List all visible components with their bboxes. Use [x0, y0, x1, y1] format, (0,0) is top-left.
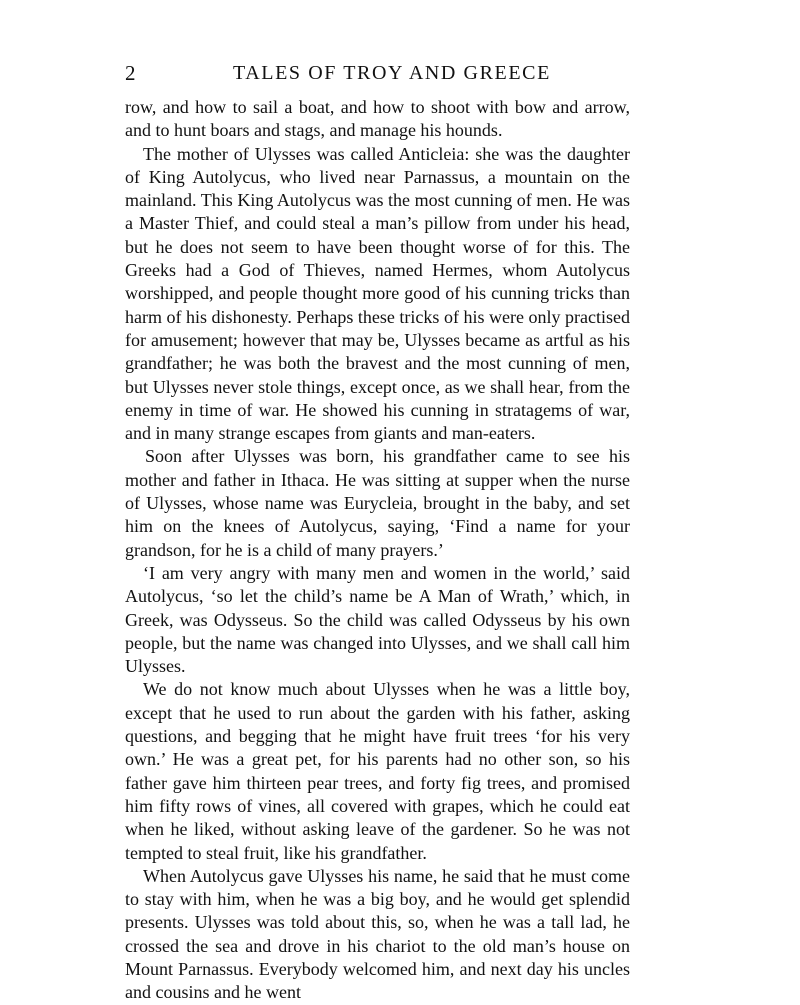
running-title: TALES OF TROY AND GREECE [233, 62, 551, 84]
body-text [125, 96, 630, 1005]
paragraph-birth: Soon after Ulysses was born, his grandfather came to see his mother and father in Ithaca. He was sitting at supper when the nurse of Ulysses, whose name was Eurycleia, brought in the baby, and set him on the knees of Autolycus, saying, ‘Find a name for your grandson, for he is a child of many prayers.’ [125, 446, 630, 560]
paragraph-continued: row, and how to sail a boat, and how to shoot with bow and arrow, and to hunt boars and stags, and manage his hounds. [125, 97, 630, 141]
paragraph-childhood: We do not know much about Ulysses when he was a little boy, except that he used to run about the garden with his father, asking questions, and begging that he might have fruit trees ‘for his very own.’ He was a great pet, for his parents had no other son, so his father gave him thirteen pear trees, and forty fig trees, and promised him fifty rows of vines, all covered with grapes, which he could eat when he liked, without asking leave of the gardener. So he was not tempted to steal fruit, like his grandfather. [125, 679, 630, 863]
paragraph-naming: ‘I am very angry with many men and women in the world,’ said Autolycus, ‘so let the child’s name be A Man of Wrath,’ which, in Greek, was Odysseus. So the child was called Odysseus by his own people, but the name was changed into Ulysses, and we shall call him Ulysses. [125, 562, 630, 677]
page-number: 2 [125, 61, 136, 85]
running-head [125, 58, 630, 88]
paragraph-anticleia: The mother of Ulysses was called Anticleia: she was the daughter of King Autolycus, who lived near Parnassus, a mountain on the mainland. This King Autolycus was the most cunning of men. He was a Master Thief, and could steal a man’s pillow from under his head, but he does not seem to have been thought worse of for this. The Greeks had a God of Thieves, named Hermes, whom Autolycus worshipped, and people thought more good of his cunning tricks than harm of his dishonesty. Perhaps these tricks of his were only practised for amusement; however that may be, Ulysses became as artful as his grandfather; he was both the bravest and the most cunning of men, but Ulysses never stole things, except once, as we shall hear, from the enemy in time of war. He showed his cunning in stratagems of war, and in many strange escapes from giants and man-eaters. [125, 143, 630, 444]
paragraph-visit: When Autolycus gave Ulysses his name, he said that he must come to stay with him, when he was a big boy, and he would get splendid presents. Ulysses was told about this, so, when he was a tall lad, he crossed the sea and drove in his chariot to the old man’s house on Mount Parnassus. Everybody welcomed him, and next day his uncles and cousins and he went [125, 865, 630, 1003]
